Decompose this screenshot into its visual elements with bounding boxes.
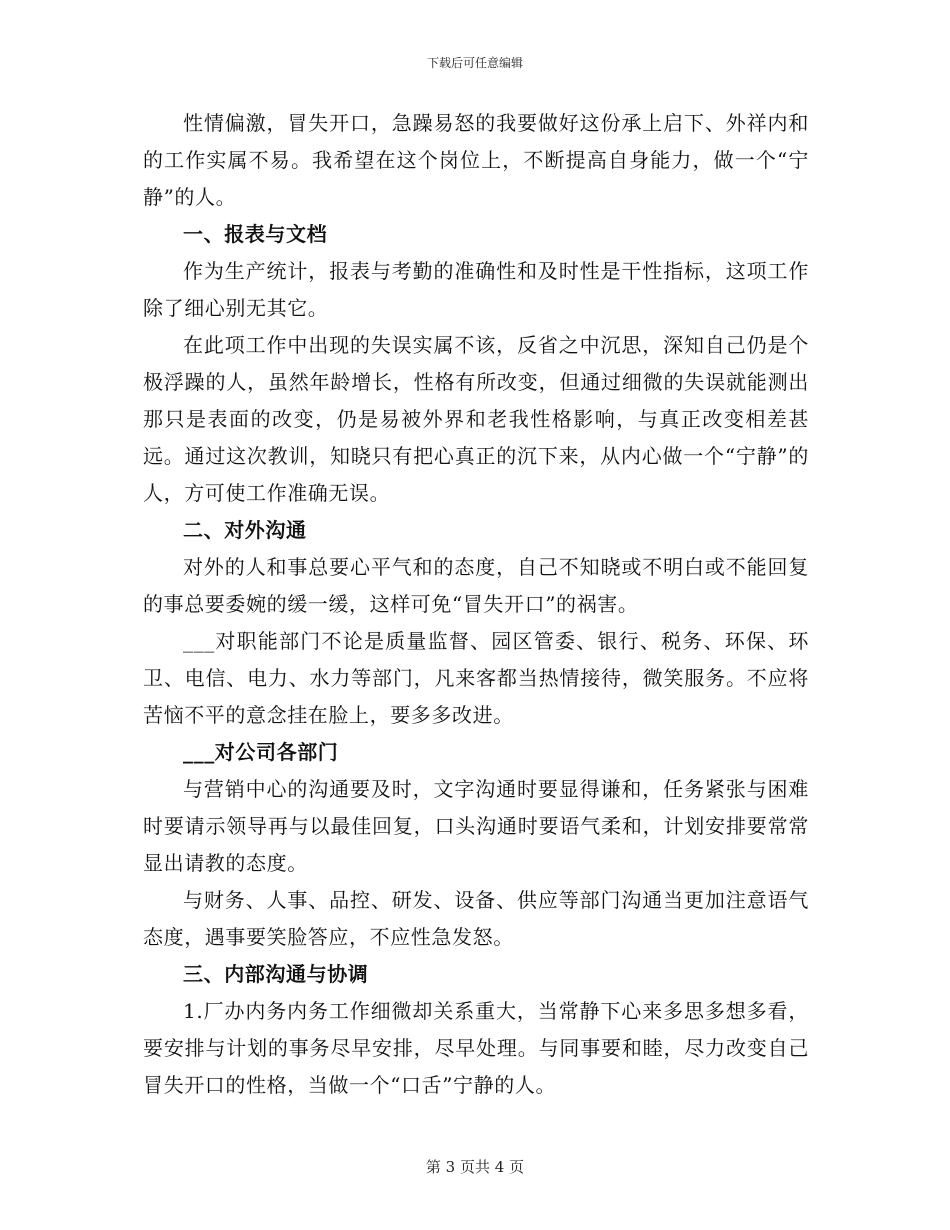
reports-paragraph-1: 作为生产统计，报表与考勤的准确性和及时性是干性指标，这项工作除了细心别无其它。 (143, 259, 809, 320)
internal-paragraph-1: 1.厂办内务内务工作细微却关系重大，当常静下心来多思多想多看，要安排与计划的事务尽早安排，尽早处理。与同事要和睦，尽力改变自己冒失开口的性格，当做一个“口舌”宁静的人。 (143, 999, 809, 1097)
external-paragraph-2: ___对职能部门不论是质量监督、园区管委、银行、税务、环保、环卫、电信、电力、水力等部门，凡来客都当热情接待，微笑服务。不应将苦恼不平的意念挂在脸上，要多多改进。 (143, 629, 809, 727)
page-footer: 第 3 页共 4 页 (425, 1158, 525, 1176)
document-body (143, 105, 809, 1104)
intro-paragraph: 性情偏激，冒失开口，急躁易怒的我要做好这份承上启下、外祥内和的工作实属不易。我希望在这个岗位上，不断提高自身能力，做一个“宁静”的人。 (143, 111, 809, 209)
departments-paragraph-1: 与营销中心的沟通要及时，文字沟通时要显得谦和，任务紧张与困难时要请示领导再与以最佳回复，口头沟通时要语气柔和，计划安排要常常显出请教的态度。 (143, 777, 809, 875)
section-heading-reports: 一、报表与文档 (183, 222, 328, 246)
departments-paragraph-2: 与财务、人事、品控、研发、设备、供应等部门沟通当更加注意语气态度，遇事要笑脸答应，不应性急发怒。 (143, 888, 809, 949)
section-heading-internal: 三、内部沟通与协调 (183, 962, 369, 986)
reports-paragraph-2: 在此项工作中出现的失误实属不该，反省之中沉思，深知自己仍是个极浮躁的人，虽然年龄增长，性格有所改变，但通过细微的失误就能测出那只是表面的改变，仍是易被外界和老我性格影响，与真正改变相差甚远。通过这次教训，知晓只有把心真正的沉下来，从内心做一个“宁静”的人，方可使工作准确无误。 (143, 333, 809, 505)
page-header: 下载后可任意编辑 (426, 56, 523, 70)
external-paragraph-1: 对外的人和事总要心平气和的态度，自己不知晓或不明白或不能回复的事总要委婉的缓一缓，这样可免“冒失开口”的祸害。 (143, 555, 809, 616)
subheading-company-departments: ___对公司各部门 (183, 740, 339, 764)
section-heading-external: 二、对外沟通 (183, 518, 307, 542)
